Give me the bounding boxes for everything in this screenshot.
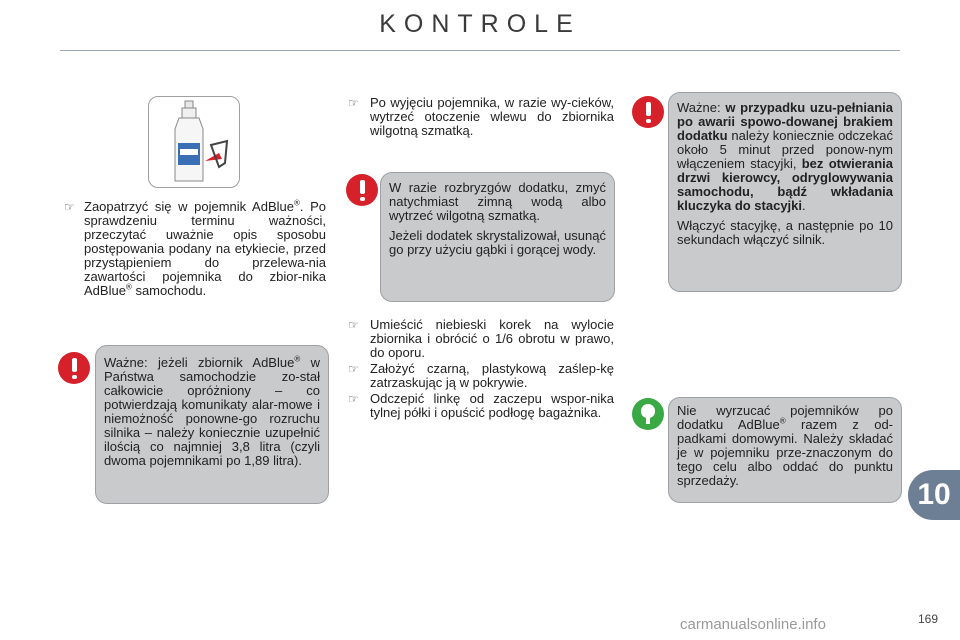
- warning-icon: [346, 174, 378, 206]
- eco-tree-icon: [632, 398, 664, 430]
- step-black-plug: Założyć czarną, plastykową zaślep-kę zatrzaskując ją w pokrywie.: [370, 361, 614, 390]
- chapter-number: 10: [917, 478, 951, 511]
- bullet-icon: ☞: [348, 392, 359, 406]
- warning-empty-tank-box: [95, 345, 329, 504]
- warning-refill-box: [668, 92, 902, 292]
- adblue-bottle-icon: [149, 97, 239, 187]
- bullet-icon: ☞: [64, 200, 75, 214]
- warning-refill-text: Ważne: w przypadku uzu-pełniania po awarii spowo-dowanej brakiem dodatku należy koniecznie odczekać około 5 minut przed ponow-nym włączeniem stacyjki, bez otwierania drzwi kierowcy, odryglowywania samochodu, bądź wkładania kluczyka do stacyjki. Włączyć stacyjkę, a następnie po 10 sekundach włączyć silnik.: [677, 100, 893, 247]
- warning-icon: [58, 352, 90, 384]
- chapter-tab: [908, 470, 960, 520]
- page-title: KONTROLE: [379, 10, 581, 38]
- warning-empty-tank-text: Ważne: jeżeli zbiornik AdBlue® w Państwa samochodzie zo-stał całkowicie opróżniony – co potwierdzają komunikaty alar-mowe i niemożność ponowne-go rozruchu silnika – należy koniecznie uzupełnić ilością co najmniej 3,8 litra (czyli dwoma pojemnikami po 1,89 litra).: [104, 354, 320, 468]
- warning-icon: [632, 96, 664, 128]
- step-obtain-adblue: Zaopatrzyć się w pojemnik AdBlue®. Po sprawdzeniu terminu ważności, przeczytać uważnie opis sposobu postępowania podany na etykiecie, przed przystąpieniem do przelewa-nia zawartości pojemnika do zbior-nika AdBlue® samochodu.: [84, 198, 327, 298]
- bullet-icon: ☞: [348, 318, 359, 332]
- watermark: carmanualsonline.info: [680, 616, 826, 633]
- step-lower-floor: Odczepić linkę od zaczepu wspor-nika tylnej półki i opuścić podłogę bagażnika.: [370, 391, 614, 420]
- title-divider: [60, 50, 900, 51]
- eco-disposal-box: [668, 397, 902, 503]
- step-wipe-spills: Po wyjęciu pojemnika, w razie wy-cieków, wytrzeć otoczenie wlewu do zbiornika wilgotną szmatką.: [370, 95, 614, 138]
- adblue-container-image: [148, 96, 240, 188]
- page-number: 169: [918, 612, 939, 626]
- eco-disposal-text: Nie wyrzucać pojemników po dodatku AdBlue® razem z od-padkami domowymi. Należy składać je w pojemniku prze-znaczonym do tego celu albo oddać do punktu sprzedaży.: [677, 403, 894, 488]
- bullet-icon: ☞: [348, 362, 359, 376]
- warning-splash-box: [380, 172, 615, 302]
- bullet-icon: ☞: [348, 96, 359, 110]
- step-blue-cap: Umieścić niebieski korek na wylocie zbiornika i obrócić o 1/6 obrotu w prawo, do oporu.: [370, 317, 614, 360]
- warning-splash-text: W razie rozbryzgów dodatku, zmyć natychmiast zimną wodą albo wytrzeć wilgotną szmatką. Jeżeli dodatek skrystalizował, usunąć go przy użyciu gąbki i gorącej wody.: [389, 180, 606, 257]
